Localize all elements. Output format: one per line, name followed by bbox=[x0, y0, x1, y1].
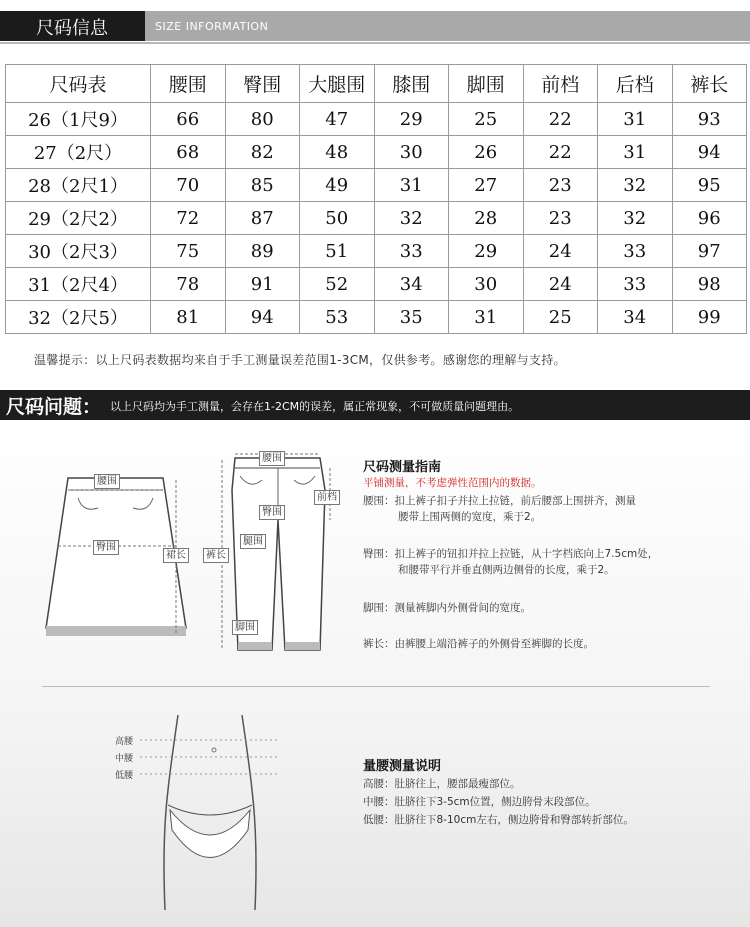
measurement-cell: 50 bbox=[300, 202, 375, 235]
guide-item-label: 腰围： bbox=[363, 495, 395, 507]
measurement-cell: 31 bbox=[449, 301, 524, 334]
size-label-cell: 29（2尺2） bbox=[6, 202, 151, 235]
label-thigh: 腿围 bbox=[240, 534, 266, 549]
label-pants-length: 裤长 bbox=[203, 548, 229, 563]
measurement-cell: 26 bbox=[449, 136, 524, 169]
waist-level-mid: 中腰 bbox=[115, 754, 134, 764]
header-title: 尺码信息 bbox=[36, 18, 108, 39]
label-pants-waist: 腰围 bbox=[259, 451, 285, 466]
guide-item-text: 和腰带平行并垂直侧两边侧骨的长度，乘于2。 bbox=[398, 564, 615, 576]
table-header-cell: 脚围 bbox=[449, 65, 524, 103]
measurement-cell: 70 bbox=[151, 169, 226, 202]
size-label-cell: 26（1尺9） bbox=[6, 103, 151, 136]
size-info-header bbox=[0, 0, 750, 44]
waist-guide-item: 中腰：肚脐往下3-5cm位置，侧边胯骨末段部位。 bbox=[363, 796, 596, 808]
table-body bbox=[6, 103, 747, 334]
guide-note: 平铺测量，不考虑弹性范围内的数据。 bbox=[363, 477, 542, 489]
measurement-cell: 29 bbox=[374, 103, 449, 136]
measurement-cell: 23 bbox=[523, 169, 598, 202]
waist-guide-item: 低腰：肚脐往下8-10cm左右，侧边胯骨和臀部转折部位。 bbox=[363, 814, 634, 826]
guide-item-text: 扣上裤子的钮扣并拉上拉链，从十字档底向上7.5cm处， bbox=[394, 548, 659, 560]
label-front-rise: 前档 bbox=[314, 490, 340, 505]
measurement-cell: 24 bbox=[523, 235, 598, 268]
measurement-cell: 95 bbox=[672, 169, 747, 202]
table-row bbox=[6, 202, 747, 235]
table-row bbox=[6, 268, 747, 301]
measurement-cell: 35 bbox=[374, 301, 449, 334]
measurement-cell: 94 bbox=[225, 301, 300, 334]
measurement-cell: 80 bbox=[225, 103, 300, 136]
measurement-cell: 48 bbox=[300, 136, 375, 169]
measurement-cell: 87 bbox=[225, 202, 300, 235]
measurement-cell: 47 bbox=[300, 103, 375, 136]
waist-level-low: 低腰 bbox=[115, 771, 134, 781]
measurement-cell: 85 bbox=[225, 169, 300, 202]
guide-item-text: 扣上裤子扣子并拉上拉链，前后腰部上围拼齐，测量 bbox=[394, 495, 636, 507]
measurement-cell: 29 bbox=[449, 235, 524, 268]
section-divider bbox=[42, 686, 710, 687]
guide-item-leg-opening bbox=[363, 600, 531, 616]
measurement-cell: 25 bbox=[449, 103, 524, 136]
waist-level-high: 高腰 bbox=[115, 737, 134, 747]
size-label-cell: 30（2尺3） bbox=[6, 235, 151, 268]
size-label-cell: 31（2尺4） bbox=[6, 268, 151, 301]
measurement-cell: 94 bbox=[672, 136, 747, 169]
guide-item-hip bbox=[363, 546, 658, 578]
pants-diagram-icon bbox=[210, 450, 350, 655]
measurement-cell: 27 bbox=[449, 169, 524, 202]
label-waist: 腰围 bbox=[94, 474, 120, 489]
waist-guide-title: 量腰测量说明 bbox=[363, 759, 442, 774]
measurement-cell: 33 bbox=[374, 235, 449, 268]
measurement-cell: 30 bbox=[449, 268, 524, 301]
measurement-cell: 93 bbox=[672, 103, 747, 136]
measurement-cell: 24 bbox=[523, 268, 598, 301]
guide-item-label: 脚围： bbox=[363, 602, 395, 614]
label-pants-hip: 臀围 bbox=[259, 505, 285, 520]
tip-text: 温馨提示：以上尺码表数据均来自于手工测量误差范围1-3CM，仅供参考。感谢您的理解与支持。 bbox=[34, 353, 566, 367]
measurement-cell: 66 bbox=[151, 103, 226, 136]
measurement-cell: 34 bbox=[374, 268, 449, 301]
guide-item-label: 裤长： bbox=[363, 638, 395, 650]
measurement-cell: 22 bbox=[523, 136, 598, 169]
table-header-cell: 尺码表 bbox=[6, 65, 151, 103]
table-header-cell: 后档 bbox=[598, 65, 673, 103]
measurement-cell: 78 bbox=[151, 268, 226, 301]
waist-guide-item: 高腰：肚脐往上，腰部最瘦部位。 bbox=[363, 778, 521, 790]
table-header-cell: 裤长 bbox=[672, 65, 747, 103]
table-header-cell: 大腿围 bbox=[300, 65, 375, 103]
size-label-cell: 28（2尺1） bbox=[6, 169, 151, 202]
measurement-cell: 72 bbox=[151, 202, 226, 235]
label-skirt-length: 裙长 bbox=[163, 548, 189, 563]
header-subtitle: SIZE INFORMATION bbox=[155, 20, 269, 33]
measurement-cell: 98 bbox=[672, 268, 747, 301]
table-header-cell: 前档 bbox=[523, 65, 598, 103]
measurement-cell: 22 bbox=[523, 103, 598, 136]
measurement-cell: 52 bbox=[300, 268, 375, 301]
guide-item-text: 由裤腰上端沿裤子的外侧骨至裤脚的长度。 bbox=[394, 638, 594, 650]
measurement-cell: 23 bbox=[523, 202, 598, 235]
body-waist-diagram-icon bbox=[140, 710, 280, 915]
size-issue-title: 尺码问题： bbox=[6, 396, 102, 418]
guide-item-label: 臀围： bbox=[363, 548, 395, 560]
table-header-cell: 臀围 bbox=[225, 65, 300, 103]
guide-item-length bbox=[363, 636, 594, 652]
size-table bbox=[5, 64, 747, 334]
measurement-cell: 32 bbox=[598, 169, 673, 202]
measurement-cell: 32 bbox=[598, 202, 673, 235]
measurement-cell: 82 bbox=[225, 136, 300, 169]
table-header-row bbox=[6, 65, 747, 103]
size-label-cell: 32（2尺5） bbox=[6, 301, 151, 334]
measurement-cell: 49 bbox=[300, 169, 375, 202]
measurement-cell: 33 bbox=[598, 235, 673, 268]
label-leg-opening: 脚围 bbox=[232, 620, 258, 635]
measurement-cell: 31 bbox=[598, 103, 673, 136]
table-row bbox=[6, 103, 747, 136]
measurement-cell: 75 bbox=[151, 235, 226, 268]
measurement-cell: 32 bbox=[374, 202, 449, 235]
table-row bbox=[6, 169, 747, 202]
measurement-cell: 28 bbox=[449, 202, 524, 235]
header-underline bbox=[0, 42, 750, 44]
table-row bbox=[6, 136, 747, 169]
table-row bbox=[6, 301, 747, 334]
measurement-cell: 96 bbox=[672, 202, 747, 235]
size-issue-header bbox=[0, 390, 750, 420]
measurement-cell: 30 bbox=[374, 136, 449, 169]
measurement-cell: 51 bbox=[300, 235, 375, 268]
measurement-cell: 31 bbox=[374, 169, 449, 202]
measurement-cell: 34 bbox=[598, 301, 673, 334]
measurement-cell: 89 bbox=[225, 235, 300, 268]
measurement-cell: 99 bbox=[672, 301, 747, 334]
guide-title: 尺码测量指南 bbox=[363, 460, 442, 475]
table-header-cell: 腰围 bbox=[151, 65, 226, 103]
guide-item-text: 腰带上围两侧的宽度，乘于2。 bbox=[398, 511, 542, 523]
measurement-cell: 91 bbox=[225, 268, 300, 301]
measurement-cell: 53 bbox=[300, 301, 375, 334]
guide-item-text: 测量裤脚内外侧骨间的宽度。 bbox=[394, 602, 531, 614]
measurement-cell: 31 bbox=[598, 136, 673, 169]
measurement-cell: 68 bbox=[151, 136, 226, 169]
measurement-cell: 81 bbox=[151, 301, 226, 334]
measurement-cell: 33 bbox=[598, 268, 673, 301]
measurement-cell: 25 bbox=[523, 301, 598, 334]
label-hip: 臀围 bbox=[93, 540, 119, 555]
size-label-cell: 27（2尺） bbox=[6, 136, 151, 169]
measurement-cell: 97 bbox=[672, 235, 747, 268]
table-header-cell: 膝围 bbox=[374, 65, 449, 103]
size-issue-text: 以上尺码均为手工测量，会存在1-2CM的误差，属正常现象，不可做质量问题理由。 bbox=[110, 400, 520, 413]
guide-item-waist bbox=[363, 493, 636, 525]
table-row bbox=[6, 235, 747, 268]
